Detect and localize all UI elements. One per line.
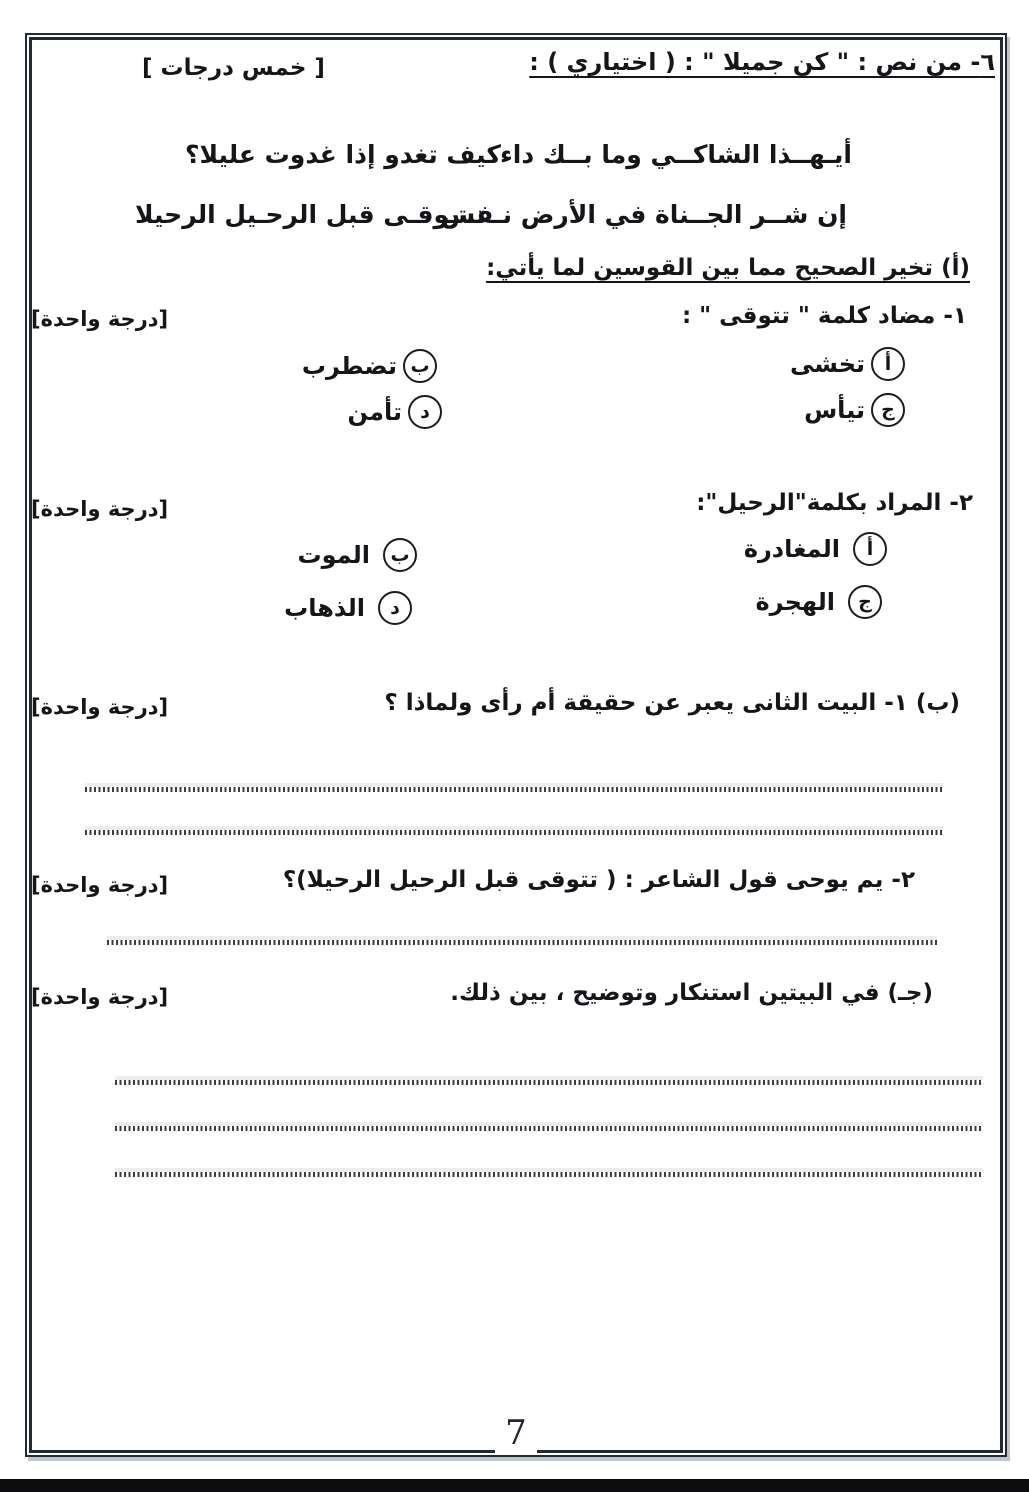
section-c-marks-label: [درجة واحدة] (31, 985, 169, 1009)
answer-line (115, 1126, 983, 1131)
option-label: تأمن (347, 398, 402, 426)
scan-bottom-bar (0, 1479, 1029, 1492)
option-label: تضطرب (301, 352, 397, 380)
section-c-text: (جـ) في البيتين استنكار وتوضيح ، بين ذلك. (450, 980, 933, 1006)
poem-line1-left: كيف تغدو إذا غدوت عليلا؟ (185, 140, 501, 169)
option-letter-circle: د (378, 591, 412, 625)
option-label: المغادرة (743, 535, 840, 563)
section-b-q1-marks-label: [درجة واحدة] (31, 695, 169, 719)
q2-option-c (756, 585, 882, 619)
q1-option-c (804, 393, 905, 427)
exam-page (25, 33, 1007, 1457)
q1-marks-label: [درجة واحدة] (31, 307, 169, 331)
q2-option-a (744, 532, 887, 566)
q1-option-a (790, 347, 905, 381)
option-letter-circle: ج (848, 585, 882, 619)
q2-option-d (284, 591, 412, 625)
option-letter-circle: أ (871, 347, 905, 381)
option-letter-circle: ب (383, 538, 417, 572)
option-label: الهجرة (755, 588, 835, 616)
poem-line2-right: إن شــر الجــناة في الأرض نـفس (440, 200, 847, 229)
section-b-q2-text: ٢- يم يوحى قول الشاعر : ( تتوقى قبل الرحيل الرحيلا)؟ (282, 867, 915, 893)
answer-line (115, 1080, 983, 1085)
answer-line (85, 830, 943, 835)
option-label: تيأس (804, 396, 865, 424)
option-label: الموت (297, 541, 370, 569)
poem-line1-right: أيـهــذا الشاكــي وما بــك داء (500, 140, 852, 169)
answer-line (115, 1172, 983, 1177)
total-marks-label: [ خمس درجات ] (142, 55, 325, 81)
section-a-heading: (أ) تخير الصحيح مما بين القوسين لما يأتي: (486, 255, 970, 281)
option-letter-circle: د (408, 395, 442, 429)
q2-option-b (298, 538, 418, 572)
option-label: الذهاب (284, 594, 365, 622)
answer-line (107, 940, 937, 945)
section-b-q2-marks-label: [درجة واحدة] (31, 873, 169, 897)
poem-line2-left: تـتـوقـى قبل الرحـيل الرحيلا (135, 200, 486, 229)
option-label: تخشى (789, 350, 865, 378)
answer-line (85, 787, 943, 792)
q1-option-b (302, 349, 437, 383)
option-letter-circle: ج (871, 393, 905, 427)
section-b-q1-text: (ب) ١- البيت الثانى يعبر عن حقيقة أم رأى ولماذا ؟ (384, 690, 960, 716)
option-letter-circle: ب (403, 349, 437, 383)
q1-option-d (348, 395, 442, 429)
option-letter-circle: أ (853, 532, 887, 566)
q2-marks-label: [درجة واحدة] (31, 497, 169, 521)
page-number: 7 (27, 1413, 1005, 1453)
q1-text: ١- مضاد كلمة " تتوقى " : (681, 303, 967, 329)
q2-text: ٢- المراد بكلمة"الرحيل": (696, 490, 973, 516)
question-title: ٦- من نص : " كن جميلا " : ( اختياري ) : (529, 48, 995, 76)
